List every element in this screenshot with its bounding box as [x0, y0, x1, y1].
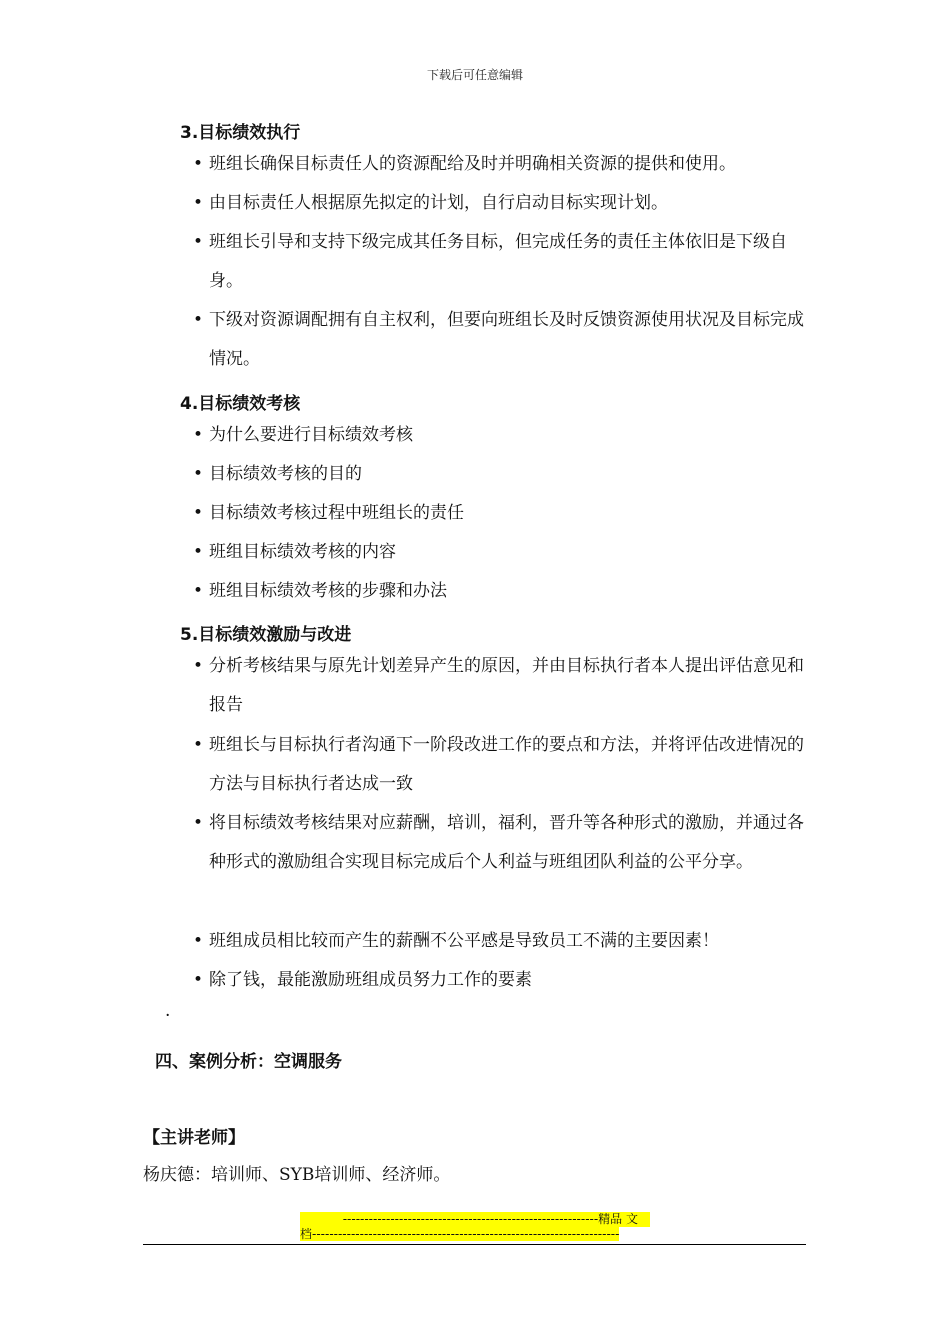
- list-item: • 目标绩效考核的目的: [193, 464, 362, 484]
- list-item: • 下级对资源调配拥有自主权利，但要向班组长及时反馈资源使用状况及目标完成情况。: [193, 310, 804, 369]
- list-item: • 分析考核结果与原先计划差异产生的原因，并由目标执行者本人提出评估意见和报告: [193, 656, 804, 715]
- list-item: • 班组长引导和支持下级完成其任务目标，但完成任务的责任主体依旧是下级自身。: [193, 232, 787, 291]
- list-item: • 将目标绩效考核结果对应薪酬，培训，福利，晋升等各种形式的激励，并通过各种形式的激励组合实现目标完成后个人利益与班组团队利益的公平分享。: [193, 813, 804, 872]
- footer-watermark: [300, 1212, 650, 1242]
- case-study-heading: 四、案例分析：空调服务: [155, 1052, 342, 1072]
- page-header: 下载后可任意编辑: [426, 68, 523, 82]
- footer-line-1: -----------------------------------------------------------精品 文: [342, 1212, 638, 1226]
- teacher-info: 杨庆德：培训师、SYB培训师、经济师。: [143, 1165, 451, 1185]
- list-item: • 目标绩效考核过程中班组长的责任: [193, 503, 464, 523]
- footer-line-2: 档-----------------------------------------------------------------------: [300, 1227, 620, 1241]
- stray-dot: ·: [165, 1006, 171, 1026]
- list-item: • 除了钱，最能激励班组成员努力工作的要素: [193, 970, 532, 990]
- list-item: • 为什么要进行目标绩效考核: [193, 425, 413, 445]
- list-item: • 班组成员相比较而产生的薪酬不公平感是导致员工不满的主要因素！: [193, 931, 719, 951]
- list-item: • 班组目标绩效考核的步骤和办法: [193, 581, 447, 601]
- section-heading-assessment: 4.目标绩效考核: [180, 394, 301, 414]
- list-item: • 由目标责任人根据原先拟定的计划，自行启动目标实现计划。: [193, 193, 668, 213]
- footer-rule: [143, 1244, 806, 1245]
- section-heading-incentive: 5.目标绩效激励与改进: [180, 625, 352, 645]
- list-item: • 班组长与目标执行者沟通下一阶段改进工作的要点和方法，并将评估改进情况的方法与目标执行者达成一致: [193, 735, 804, 794]
- section-heading-execution: 3.目标绩效执行: [180, 123, 301, 143]
- list-item: • 班组目标绩效考核的内容: [193, 542, 396, 562]
- list-item: • 班组长确保目标责任人的资源配给及时并明确相关资源的提供和使用。: [193, 154, 736, 174]
- teacher-heading: 【主讲老师】: [143, 1128, 245, 1148]
